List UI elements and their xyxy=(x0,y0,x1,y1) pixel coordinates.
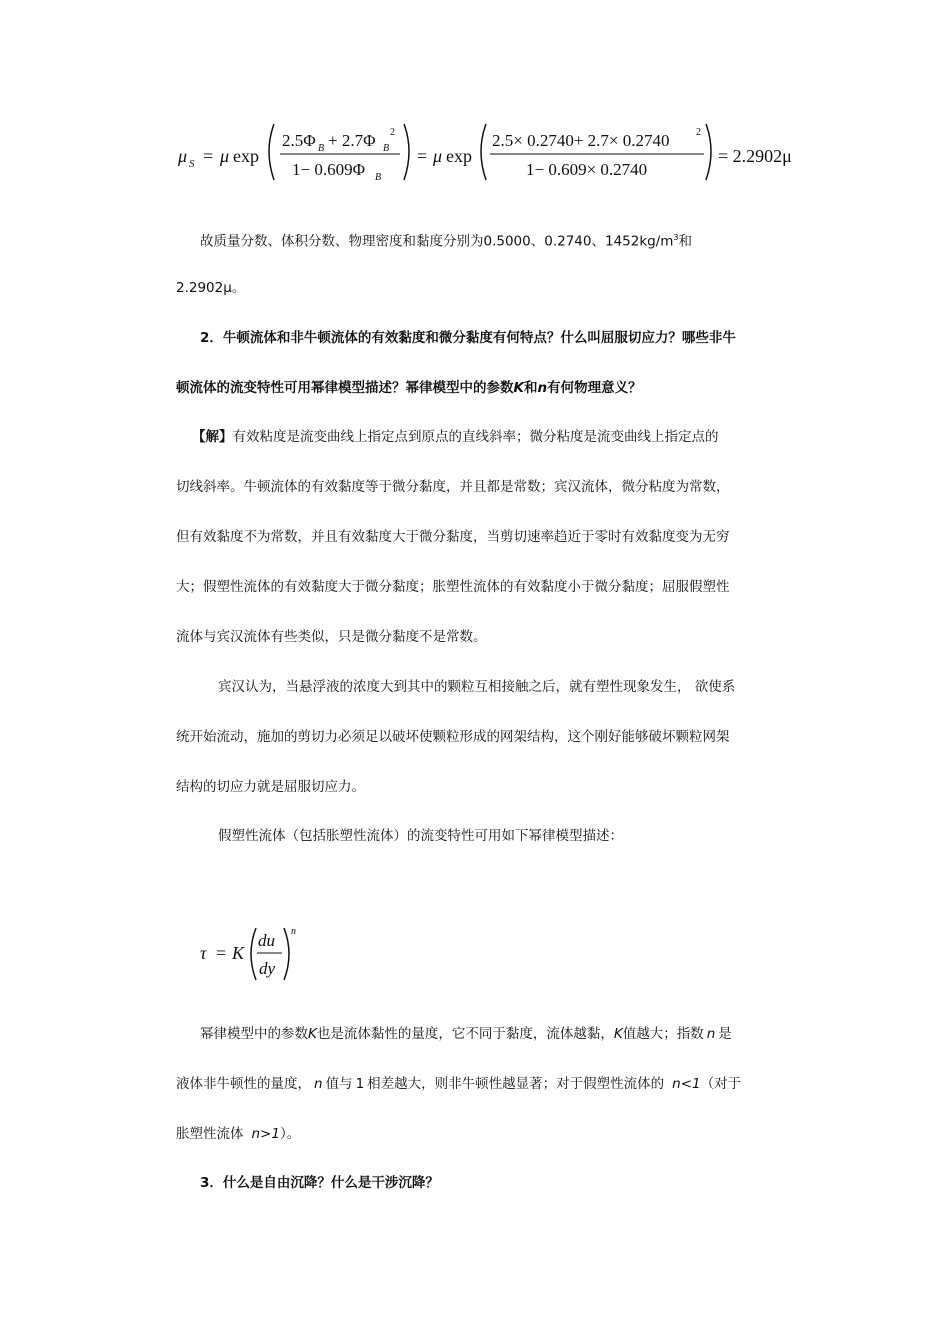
question-3: 3．什么是自由沉降？什么是干涉沉降？ xyxy=(200,1175,439,1191)
formula2-k: K xyxy=(232,943,245,963)
formula-mu-2: μ xyxy=(433,146,443,166)
formula-lhs-sub: S xyxy=(189,158,195,170)
answer-label: 【解】 xyxy=(192,429,233,445)
summary-line-1: 故质量分数、体积分数、物理密度和黏度分别为0.5000、0.2740、$1452kg/m^3$和 xyxy=(200,233,693,250)
den1: 1− 0.609Φ xyxy=(292,160,366,179)
formula2-num: du xyxy=(258,931,275,950)
den1-sub: B xyxy=(375,172,382,183)
power-law-line-3: 胀塑性流体 n>1）。 xyxy=(176,1126,301,1142)
formula-exp-2: exp xyxy=(446,146,472,166)
answer-line-2: 切线斜率。牛顿流体的有效黏度等于微分黏度，并且都是常数；宾汉流体，微分粘度为常数， xyxy=(176,479,730,495)
formula-eq: = xyxy=(203,146,214,166)
power-law-line-2: 液体非牛顿性的量度， n 值与 1 相差越大，则非牛顿性越显著；对于假塑性流体的 n<1（对于 xyxy=(176,1076,742,1092)
question-2-line-1: 2．牛顿流体和非牛顿流体的有效黏度和微分黏度有何特点？什么叫屈服切应力？哪些非牛 xyxy=(200,330,736,346)
answer-line-3: 但有效黏度不为常数，并且有效黏度大于微分黏度，当剪切速率趋近于零时有效黏度变为无穷 xyxy=(176,529,730,545)
bingham-line-2: 统开始流动，施加的剪切力必须足以破坏使颗粒形成的网架结构，这个刚好能够破坏颗粒网架 xyxy=(176,729,730,745)
bracket-left-2 xyxy=(481,124,486,180)
pseudoplastic-line: 假塑性流体（包括胀塑性流体）的流变特性可用如下幂律模型描述： xyxy=(218,828,623,844)
answer-line-5: 流体与宾汉流体有些类似，只是微分黏度不是常数。 xyxy=(176,629,487,645)
formula2-tau: τ xyxy=(200,943,207,963)
power-law-formula xyxy=(196,922,316,986)
num2-sup: 2 xyxy=(696,127,701,138)
formula-result: = 2.2902μ xyxy=(718,146,792,166)
formula2-sup: n xyxy=(291,926,296,937)
summary-line-2: 2.2902μ。 xyxy=(176,280,246,296)
answer-line-4: 大；假塑性流体的有效黏度大于微分黏度；胀塑性流体的有效黏度小于微分黏度；屈服假塑性 xyxy=(176,579,730,595)
formula2-bracket-left xyxy=(251,928,256,980)
viscosity-formula xyxy=(170,118,810,188)
formula2-den: dy xyxy=(259,959,276,978)
answer-line-1: 【解】有效粘度是流变曲线上指定点到原点的直线斜率；微分粘度是流变曲线上指定点的 xyxy=(192,429,719,445)
num1-sup: 2 xyxy=(390,127,395,138)
formula-lhs: μ xyxy=(178,146,188,166)
num1-a: 2.5Φ xyxy=(282,131,316,150)
formula2-eq: = xyxy=(216,943,227,963)
formula-mu: μ xyxy=(220,146,230,166)
bracket-right-1 xyxy=(404,124,409,180)
bingham-line-3: 结构的切应力就是屈服切应力。 xyxy=(176,779,365,795)
bracket-right-2 xyxy=(706,124,711,180)
num1-sub-b: B xyxy=(383,143,390,154)
formula2-bracket-right xyxy=(284,928,289,980)
num1-sub-a: B xyxy=(318,143,325,154)
num2: 2.5× 0.2740+ 2.7× 0.2740 xyxy=(492,131,670,150)
bingham-line-1: 宾汉认为，当悬浮液的浓度大到其中的颗粒互相接触之后，就有塑性现象发生， 欲使系 xyxy=(218,679,736,695)
den2: 1− 0.609× 0.2740 xyxy=(526,160,648,179)
num1-b: + 2.7Φ xyxy=(328,131,376,150)
formula-eq-2: = xyxy=(417,146,428,166)
formula-exp: exp xyxy=(233,146,259,166)
bracket-left-1 xyxy=(269,124,274,180)
power-law-line-1: 幂律模型中的参数K也是流体黏性的量度，它不同于黏度，流体越黏，K值越大；指数 n 是 xyxy=(200,1026,732,1042)
question-2-line-2: 顿流体的流变特性可用幂律模型描述？幂律模型中的参数K和n有何物理意义？ xyxy=(176,380,642,396)
